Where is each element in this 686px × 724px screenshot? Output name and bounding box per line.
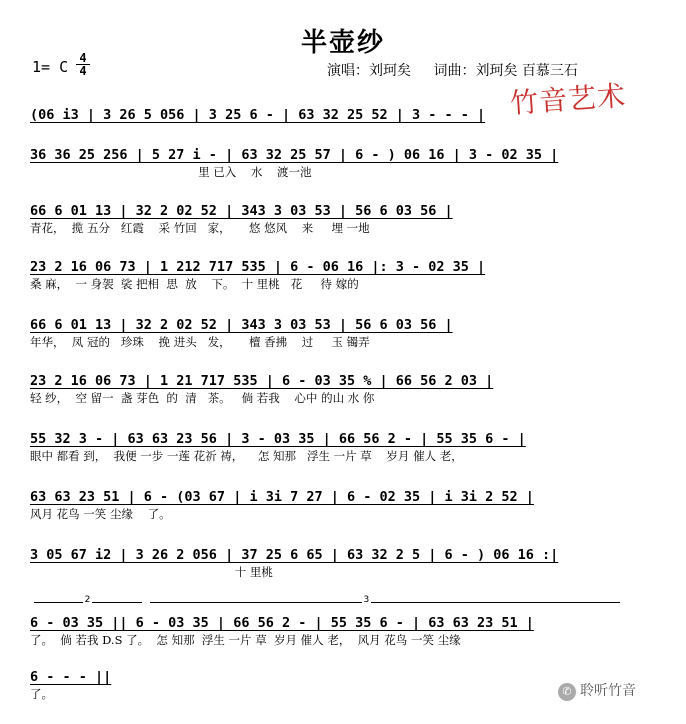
lyrics-line bbox=[30, 124, 660, 140]
notes-line: 63 63 23 51 | 6 - (03 67 | i 3i 7 27 | 6 - 02 35 | i 3i 2 52 | bbox=[30, 489, 534, 505]
lyrics-line: 青花， 揽 五分 红霞 采 竹回 家， 悠 悠风 来 埋 一地 bbox=[30, 221, 370, 235]
lyrics-line: 桑 麻， 一 身袈 裟 把相 思 放 下。 十 里桃 花 待 嫁的 bbox=[30, 277, 359, 291]
score-row-9 bbox=[30, 546, 660, 580]
time-numerator: 4 bbox=[76, 52, 90, 65]
notes-line: 66 6 01 13 | 32 2 02 52 | 343 3 03 53 | 56 6 03 56 | bbox=[30, 203, 453, 219]
footer-brand bbox=[558, 680, 636, 701]
score-row-10 bbox=[30, 614, 660, 648]
notes-line: 6 - - - || bbox=[30, 669, 112, 685]
score-row-6 bbox=[30, 372, 660, 406]
key-signature: 1= C bbox=[32, 58, 69, 76]
notes-line: 23 2 16 06 73 | 1 21 717 535 | 6 - 03 35 % | 66 56 2 03 | bbox=[30, 373, 494, 389]
notes-line: 3 05 67 i2 | 3 26 2 056 | 37 25 6 65 | 63 32 2 5 | 6 - ) 06 16 :| bbox=[30, 547, 559, 563]
score-row-4 bbox=[30, 258, 660, 292]
singer-credit: 演唱：刘珂矣 bbox=[327, 63, 411, 79]
notes-line: 36 36 25 256 | 5 27 i - | 63 32 25 57 | 6 - ) 06 16 | 3 - 02 35 | bbox=[30, 147, 559, 163]
volta-number: 2 bbox=[84, 595, 91, 605]
notes-line: 23 2 16 06 73 | 1 212 717 535 | 6 - 06 16 |: 3 - 02 35 | bbox=[30, 259, 486, 275]
composer-credit: 词曲：刘珂矣 百慕三石 bbox=[433, 63, 578, 79]
credits bbox=[327, 60, 596, 80]
lyrics-line: 了。 倘 若我 D.S 了。 怎 知那 浮生 一片 草 岁月 催人 老， 风月 花鸟 一笑 尘缘 bbox=[30, 633, 461, 647]
lyrics-line: 轻 纱， 空 留一 盏 芽色 的 清 茶。 倘 若我 心中 的山 水 你 bbox=[30, 391, 375, 405]
time-signature bbox=[76, 52, 90, 77]
lyrics-line: 了。 bbox=[30, 687, 53, 701]
notes-line: 55 32 3 - | 63 63 23 56 | 3 - 03 35 | 66 56 2 - | 55 35 6 - | bbox=[30, 431, 526, 447]
score-row-5 bbox=[30, 316, 660, 350]
wechat-icon: ✆ bbox=[558, 683, 576, 701]
score-row-1 bbox=[30, 106, 660, 140]
first-ending-bracket bbox=[34, 595, 142, 605]
song-title: 半壶纱 bbox=[300, 28, 385, 58]
lyrics-line: 十 里桃 bbox=[30, 565, 273, 579]
lyrics-line: 里 已入 水 渡一池 bbox=[30, 165, 312, 179]
score-row-3 bbox=[30, 202, 660, 236]
notes-line: 66 6 01 13 | 32 2 02 52 | 343 3 03 53 | 56 6 03 56 | bbox=[30, 317, 453, 333]
brand-name: 聆听竹音 bbox=[580, 683, 636, 699]
watermark-stamp: 竹音艺术 bbox=[509, 78, 628, 121]
second-ending-bracket bbox=[150, 595, 620, 605]
score-row-7 bbox=[30, 430, 660, 464]
lyrics-line: 眼中 都看 到， 我便 一步 一莲 花祈 祷， 怎 知那 浮生 一片 草 岁月 催人 老， bbox=[30, 449, 463, 463]
volta-number: 3 bbox=[363, 595, 370, 605]
score-row-8 bbox=[30, 488, 660, 522]
time-denominator: 4 bbox=[79, 64, 87, 78]
lyrics-line: 年华， 凤 冠的 珍珠 挽 进头 发， 檀 香拂 过 玉 镯弄 bbox=[30, 335, 370, 349]
lyrics-line: 风月 花鸟 一笑 尘缘 了。 bbox=[30, 507, 171, 521]
notes-line: 6 - 03 35 || 6 - 03 35 | 66 56 2 - | 55 35 6 - | 63 63 23 51 | bbox=[30, 615, 534, 631]
notes-line: (06 i3 | 3 26 5 056 | 3 25 6 - | 63 32 25 52 | 3 - - - | bbox=[30, 107, 486, 123]
score-row-2 bbox=[30, 146, 660, 180]
